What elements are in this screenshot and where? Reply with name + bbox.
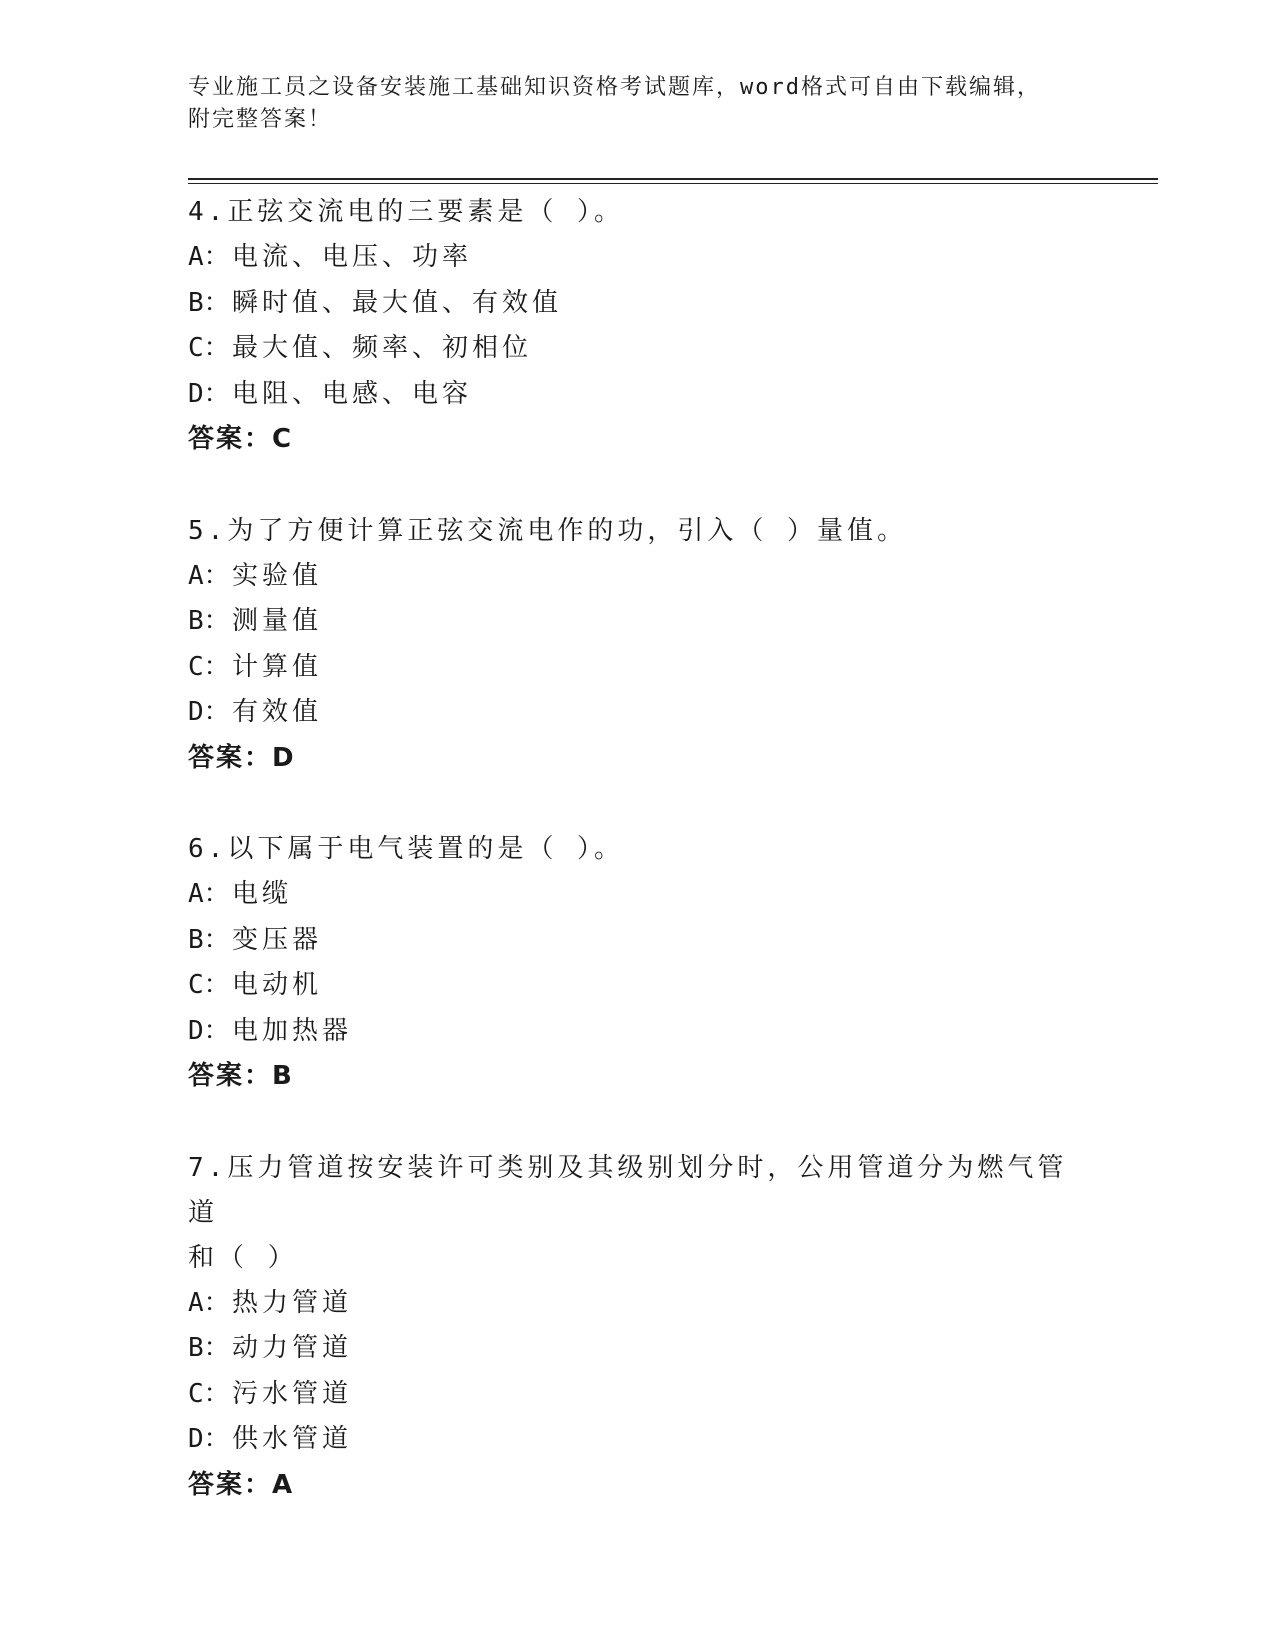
option-text: 最大值、频率、初相位 — [232, 333, 533, 363]
option-c — [188, 645, 1088, 691]
answer: 答案：C — [188, 424, 294, 454]
question-text: 压力管道按安装许可类别及其级别划分时，公用管道分为燃气管道 — [188, 1152, 1068, 1228]
question-number: 5. — [188, 515, 228, 546]
option-key: D： — [188, 1015, 230, 1046]
option-text: 电阻、电感、电容 — [232, 378, 473, 409]
option-d — [188, 690, 1088, 736]
option-text: 电动机 — [232, 970, 323, 1000]
question-number: 6. — [188, 834, 228, 864]
option-key: D： — [188, 1424, 230, 1454]
header-line-2: 附完整答案！ — [188, 107, 333, 132]
option-text: 测量值 — [232, 606, 323, 636]
option-text: 瞬时值、最大值、有效值 — [232, 287, 563, 318]
answer: 答案：A — [188, 1469, 295, 1500]
option-b — [188, 599, 1088, 645]
option-key: B： — [188, 1333, 230, 1363]
option-key: C： — [188, 970, 230, 1000]
option-text: 污水管道 — [232, 1378, 353, 1409]
header-divider — [188, 178, 1158, 180]
answer: 答案：B — [188, 1061, 294, 1091]
option-text: 电缆 — [232, 879, 293, 909]
option-b — [188, 281, 1088, 327]
header-divider-thin — [188, 183, 1158, 184]
question-list — [188, 190, 1088, 1554]
option-d — [188, 1009, 1088, 1055]
option-c — [188, 1372, 1088, 1418]
question-number: 7. — [188, 1152, 228, 1183]
option-key: A： — [188, 560, 230, 591]
option-key: C： — [188, 333, 230, 363]
option-b — [188, 1326, 1088, 1372]
option-key: C： — [188, 1378, 230, 1409]
option-key: A： — [188, 879, 230, 909]
option-text: 变压器 — [232, 924, 323, 955]
question-7 — [188, 1146, 1088, 1509]
option-key: B： — [188, 287, 230, 318]
option-c — [188, 326, 1088, 372]
question-text: 为了方便计算正弦交流电作的功，引入（ ）量值。 — [227, 515, 907, 546]
option-text: 有效值 — [232, 697, 323, 727]
question-stem — [188, 1146, 1088, 1236]
option-a — [188, 1281, 1088, 1327]
question-text: 正弦交流电的三要素是（ ）。 — [227, 197, 624, 227]
question-6 — [188, 827, 1088, 1100]
option-a — [188, 235, 1088, 281]
option-text: 供水管道 — [232, 1424, 353, 1454]
option-a — [188, 554, 1088, 600]
question-5 — [188, 509, 1088, 782]
option-text: 电流、电压、功率 — [232, 242, 473, 272]
question-stem — [188, 509, 1088, 554]
option-a — [188, 872, 1088, 918]
option-key: B： — [188, 606, 230, 636]
option-text: 热力管道 — [232, 1287, 353, 1318]
header-line-1: 专业施工员之设备安装施工基础知识资格考试题库，word格式可自由下载编辑， — [188, 75, 1041, 100]
question-number: 4. — [188, 197, 228, 227]
option-key: A： — [188, 242, 230, 272]
option-key: D： — [188, 378, 230, 409]
question-4 — [188, 190, 1088, 463]
option-text: 计算值 — [232, 651, 323, 682]
option-b — [188, 918, 1088, 964]
question-stem — [188, 190, 1088, 235]
option-text: 实验值 — [232, 560, 323, 591]
question-stem-continued: 和（ ） — [188, 1242, 298, 1273]
question-text: 以下属于电气装置的是（ ）。 — [227, 834, 624, 864]
option-d — [188, 1417, 1088, 1463]
option-key: C： — [188, 651, 230, 682]
option-text: 动力管道 — [232, 1333, 353, 1363]
option-key: D： — [188, 697, 230, 727]
question-stem — [188, 827, 1088, 872]
option-key: A： — [188, 1287, 230, 1318]
option-d — [188, 372, 1088, 418]
option-text: 电加热器 — [232, 1015, 353, 1046]
answer: 答案：D — [188, 742, 296, 773]
option-key: B： — [188, 924, 230, 955]
document-header — [188, 72, 1068, 136]
option-c — [188, 963, 1088, 1009]
